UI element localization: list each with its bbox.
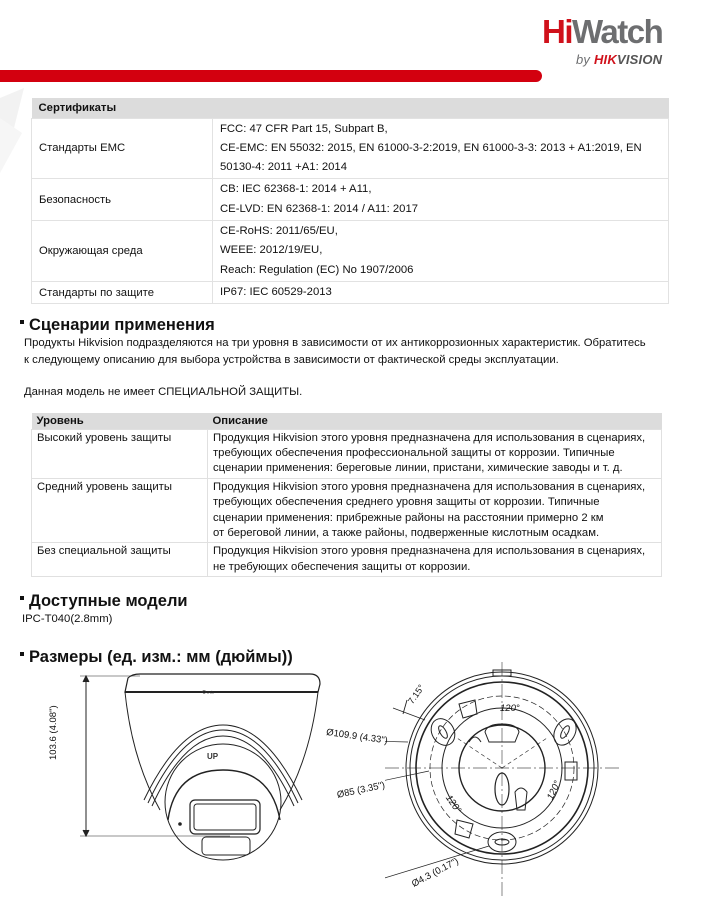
table-row — [32, 281, 669, 303]
table-row — [32, 220, 669, 281]
up-mark: UP — [207, 752, 219, 761]
level-name: Средний уровень защиты — [32, 478, 208, 543]
header-red-bar — [0, 70, 542, 82]
models-heading: Доступные модели — [20, 592, 188, 611]
outer-diameter-label: Ø109.9 (4.33") — [325, 727, 389, 747]
level-description: Продукция Hikvision этого уровня предназначена для использования в сценариях, не требующих обеспечения защиты от коррозии. — [208, 543, 662, 577]
inner-diameter-label: Ø85 (3.35") — [336, 779, 387, 801]
level-description: Продукция Hikvision этого уровня предназначена для использования в сценариях, требующих обеспечения профессиональной защиты от коррозии. Типичные сценарии применения: береговые линии, пристани, химические заводы и т. д. — [208, 429, 662, 478]
scenarios-heading: Сценарии применения — [20, 316, 215, 335]
cert-value: CE-RoHS: 2011/65/EU, WEEE: 2012/19/EU, Reach: Regulation (EC) No 1907/2006 — [213, 220, 669, 281]
logo-tagline: by HIKVISION — [576, 52, 663, 67]
angle-top-label: 120° — [500, 703, 520, 714]
cert-label: Стандарты EMC — [32, 118, 213, 179]
table-row — [32, 118, 669, 179]
table-row — [32, 429, 662, 478]
table-row — [32, 478, 662, 543]
cert-value: CB: IEC 62368-1: 2014 + A11, CE-LVD: EN 62368-1: 2014 / A11: 2017 — [213, 179, 669, 221]
angle-left-label: 120° — [442, 793, 464, 816]
top-orientation-mark: ⟲‹›⌂ — [201, 690, 214, 696]
bullet-icon — [20, 596, 24, 600]
table-row — [32, 179, 669, 221]
cert-label: Окружающая среда — [32, 220, 213, 281]
small-angle-label: 7.15° — [406, 682, 427, 706]
table-row — [32, 543, 662, 577]
certificates-table — [31, 98, 669, 304]
column-header-description: Описание — [208, 413, 662, 429]
protection-levels-table — [31, 413, 662, 577]
certificates-table-title: Сертификаты — [32, 98, 669, 118]
column-header-level: Уровень — [32, 413, 208, 429]
protection-note: Данная модель не имеет СПЕЦИАЛЬНОЙ ЗАЩИТЫ. — [24, 386, 303, 398]
decorative-watermark-shape — [0, 88, 28, 178]
level-name: Высокий уровень защиты — [32, 429, 208, 478]
hole-diameter-label: Ø4.3 (0.17") — [410, 855, 461, 890]
dimensions-heading: Размеры (ед. изм.: мм (дюймы)) — [20, 648, 293, 667]
camera-base-view-drawing — [385, 662, 625, 900]
bullet-icon — [20, 652, 24, 656]
angle-right-label: 120° — [545, 779, 564, 802]
scenarios-intro: Продукты Hikvision подразделяются на три уровня в зависимости от их антикоррозионных характеристик. Обратитесь к следующему описанию для выбора устройства в зависимости от фактической среды эксплуатации. — [24, 337, 646, 366]
height-dimension-label: 103.6 (4.08") — [48, 705, 59, 760]
bullet-icon — [20, 320, 24, 324]
level-description: Продукция Hikvision этого уровня предназначена для использования в сценариях, требующих обеспечения среднего уровня защиты от коррозии. Типичные сценарии применения: прибрежные районы на расстоянии примерно 2 км от береговой линии, а также районы, подверженные кислотным осадкам. — [208, 478, 662, 543]
cert-label: Безопасность — [32, 179, 213, 221]
cert-value: IP67: IEC 60529-2013 — [213, 281, 669, 303]
camera-front-view-drawing — [80, 670, 330, 900]
hiwatch-logo — [540, 14, 690, 74]
level-name: Без специальной защиты — [32, 543, 208, 577]
model-item: IPC-T040(2.8mm) — [22, 613, 113, 625]
cert-value: FCC: 47 CFR Part 15, Subpart B, CE-EMC: EN 55032: 2015, EN 61000-3-2:2019, EN 61000-3-3: 2013 + A1:2019, EN 50130-4: 2011 +A1: 2014 — [213, 118, 669, 179]
logo-wordmark: HiWatch — [542, 13, 663, 50]
cert-label: Стандарты по защите — [32, 281, 213, 303]
